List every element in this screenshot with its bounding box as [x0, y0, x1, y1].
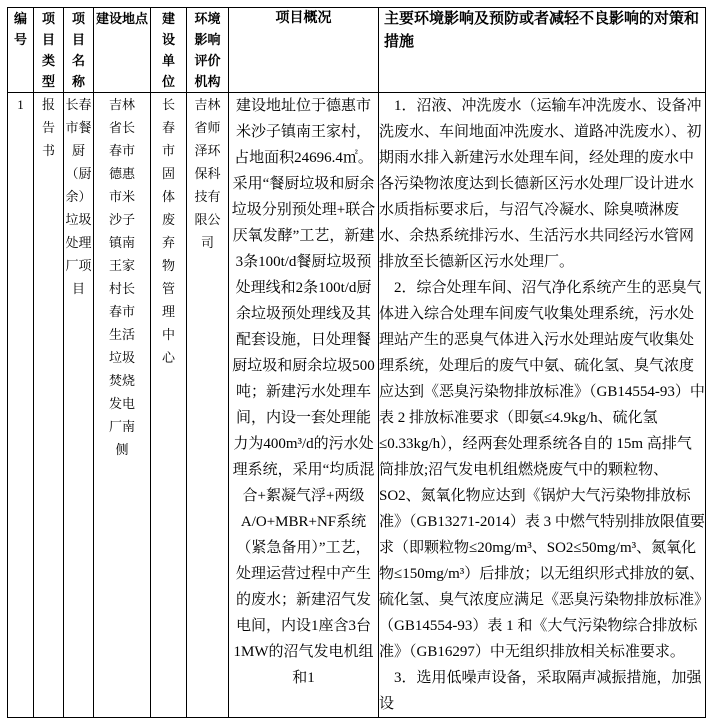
col-header-project-overview [229, 8, 379, 93]
table-row [8, 93, 706, 718]
col-header-project-name [64, 8, 94, 93]
col-header-eia-agency-label: 环境影响评价机构 [194, 11, 221, 89]
table-header-row [8, 8, 706, 93]
col-header-eia-agency [187, 8, 229, 93]
col-header-impact-measures [379, 8, 706, 93]
location-value: 吉林省长春市德惠市米沙子镇南王家村长春市生活垃圾焚烧发电厂南侧 [108, 97, 135, 457]
cell-construction-unit [151, 93, 187, 718]
col-header-construction-unit [151, 8, 187, 93]
measure-paragraph-odor-gas: 2．综合处理车间、沼气净化系统产生的恶臭气体进入综合处理车间废气收集处理系统，污水处理站产生的恶臭气体进入污水处理站废气收集处理系统，处理后的废气中氨、硫化氢、臭气浓度应达到《恶臭污染物排放标准》（GB14554-93）中表 2 排放标准要求（即氨≤4.9kg/h、硫化氢≤0.33kg/h），经两套处理系统各自的 15m 高排气筒排放;沼气发电机组燃烧废气中的颗粒物、SO2、氮氧化物应达到《锅炉大气污染物排放标准》（GB13271-2014）表 3 中燃气特别排放限值要求（即颗粒物≤20mg/m³、SO2≤50mg/m³、氮氧化物≤150mg/m³）后排放；以无组织形式排放的氨、硫化氢、臭气浓度应满足《恶臭污染物排放标准》（GB14554-93）表 1 和《大气污染物综合排放标准》（GB16297）中无组织排放相关标准要求。 [379, 280, 705, 660]
project-type-value: 报告书 [41, 97, 55, 158]
cell-project-name [64, 93, 94, 718]
cell-eia-agency [187, 93, 229, 718]
cell-impact-measures [379, 93, 706, 718]
col-header-project-type [34, 8, 64, 93]
cell-project-type [34, 93, 64, 718]
eia-projects-table [7, 7, 706, 718]
cell-project-overview [229, 93, 379, 718]
cell-serial-number [8, 93, 34, 718]
col-header-project-name-label: 项目名称 [71, 11, 85, 89]
eia-agency-value: 吉林省师泽环保科技有限公司 [194, 97, 221, 250]
col-header-serial-number [8, 8, 34, 93]
col-header-project-type-label: 项目类型 [41, 11, 55, 89]
col-header-location-label: 建设地点 [95, 11, 148, 26]
project-overview-text: 建设地址位于德惠市米沙子镇南王家村，占地面积24696.4㎡。采用“餐厨垃圾和厨余垃圾分别预处理+联合厌氧发酵”工艺，新建3条100t/d餐厨垃圾预处理线和2条100t/d厨余垃圾预处理线及其配套设施，日处理餐厨垃圾和厨余垃圾500吨；新建污水处理车间，内设一套处理能力为400m³/d的污水处理系统，采用“均质混合+絮凝气浮+两级A/O+MBR+NF系统（紧急备用）”工艺，处理运营过程中产生的废水；新建沼气发电间，内设1座含3台1MW的沼气发电机组和1 [231, 98, 376, 686]
measure-paragraph-wastewater: 1．沼液、冲洗废水（运输车冲洗废水、设备冲洗废水、车间地面冲洗废水、道路冲洗废水）、初期雨水排入新建污水处理车间，经处理的废水中各污染物浓度达到长德新区污水处理厂设计进水水质指标要求后，与沼气冷凝水、除臭喷淋废水、余热系统排污水、生活污水共同经污水管网排放至长德新区污水处理厂。 [379, 98, 702, 270]
project-name-value: 长春市餐厨（厨余）垃圾处理厂项目 [65, 97, 92, 296]
col-header-location [94, 8, 151, 93]
measure-paragraph-noise: 3．选用低噪声设备，采取隔声减振措施，加强设 [379, 670, 702, 712]
col-header-construction-unit-label: 建设单位 [161, 11, 175, 89]
construction-unit-value: 长春市固体废弃物管理中心 [161, 97, 175, 365]
serial-number-value: 1 [17, 97, 24, 112]
col-header-serial-number-label: 编号 [13, 11, 27, 47]
cell-location [94, 93, 151, 718]
col-header-impact-measures-label: 主要环境影响及预防或者减轻不良影响的对策和措施 [384, 11, 700, 50]
col-header-project-overview-label: 项目概况 [275, 11, 332, 26]
